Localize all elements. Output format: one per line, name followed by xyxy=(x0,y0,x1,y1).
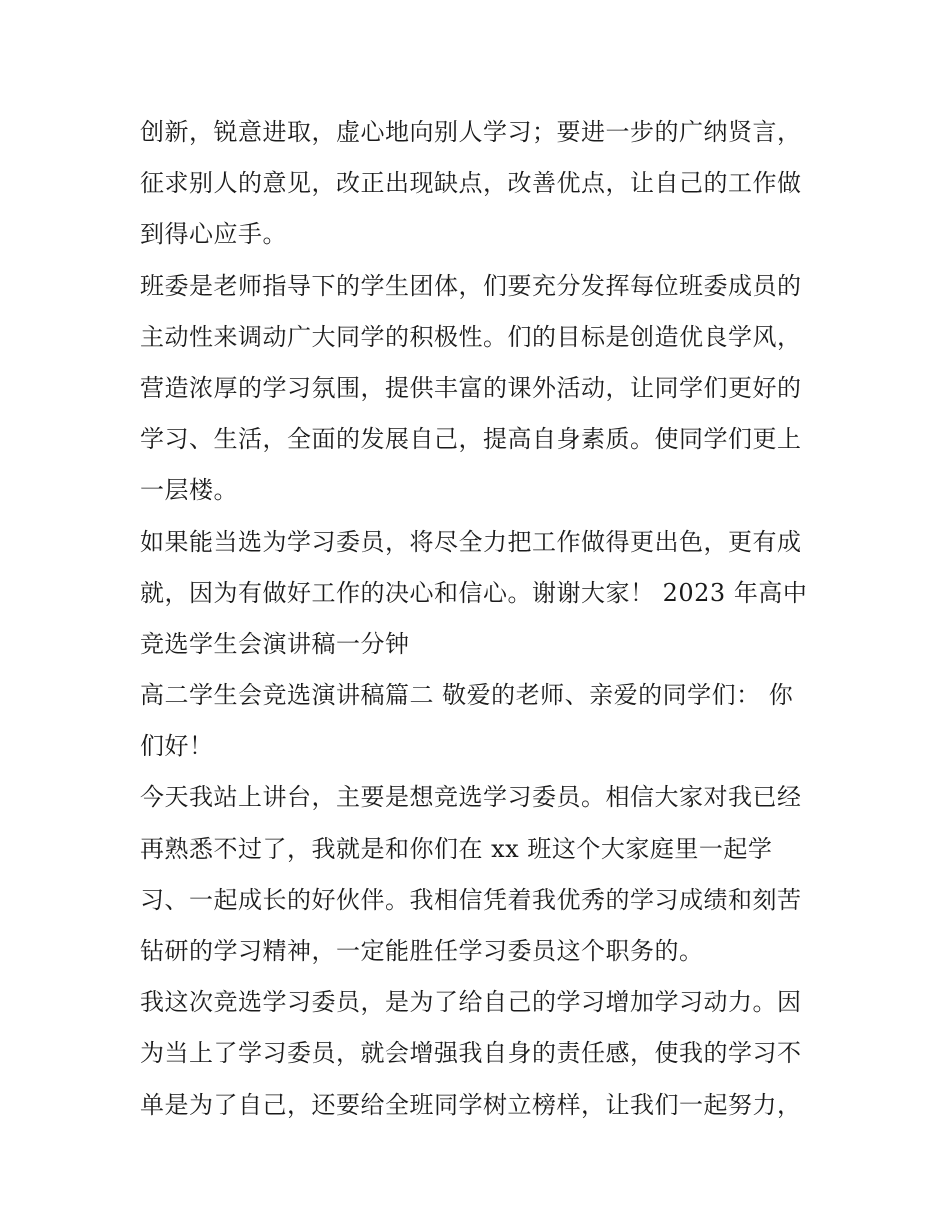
text-line: 就，因为有做好工作的决心和信心。谢谢大家！ 2023 年高中 xyxy=(140,578,808,607)
text-line: 们好！ xyxy=(140,732,214,761)
text-line: 营造浓厚的学习氛围，提供丰富的课外活动，让同学们更好的 xyxy=(140,373,802,402)
text-line: 如果能当选为学习委员，将尽全力把工作做得更出色，更有成 xyxy=(140,527,802,556)
text-line: 竞选学生会演讲稿一分钟 xyxy=(140,629,410,658)
text-line: 再熟悉不过了，我就是和你们在 xx 班这个大家庭里一起学 xyxy=(140,834,773,863)
document-body xyxy=(140,107,820,1131)
text-line: 为当上了学习委员，就会增强我自身的责任感，使我的学习不 xyxy=(140,1039,802,1068)
text-line: 单是为了自己，还要给全班同学树立榜样，让我们一起努力， xyxy=(140,1090,802,1119)
text-line: 学习、生活，全面的发展自己，提高自身素质。使同学们更上 xyxy=(140,425,802,454)
text-line: 今天我站上讲台，主要是想竞选学习委员。相信大家对我已经 xyxy=(140,783,802,812)
text-line: 创新，锐意进取，虚心地向别人学习；要进一步的广纳贤言， xyxy=(140,118,802,146)
text-line: 高二学生会竞选演讲稿篇二 敬爱的老师、亲爱的同学们： 你 xyxy=(140,681,794,710)
text-line: 我这次竞选学习委员，是为了给自己的学习增加学习动力。因 xyxy=(140,988,802,1017)
text-line: 钻研的学习精神，一定能胜任学习委员这个职务的。 xyxy=(140,937,704,965)
text-line: 主动性来调动广大同学的积极性。们的目标是创造优良学风， xyxy=(140,322,802,351)
text-line: 征求别人的意见，改正出现缺点，改善优点，让自己的工作做 xyxy=(140,169,802,198)
text-line: 班委是老师指导下的学生团体，们要充分发挥每位班委成员的 xyxy=(140,271,802,300)
text-line: 习、一起成长的好伙伴。我相信凭着我优秀的学习成绩和刻苦 xyxy=(140,885,802,914)
text-line: 到得心应手。 xyxy=(140,220,287,249)
text-line: 一层楼。 xyxy=(140,476,238,505)
